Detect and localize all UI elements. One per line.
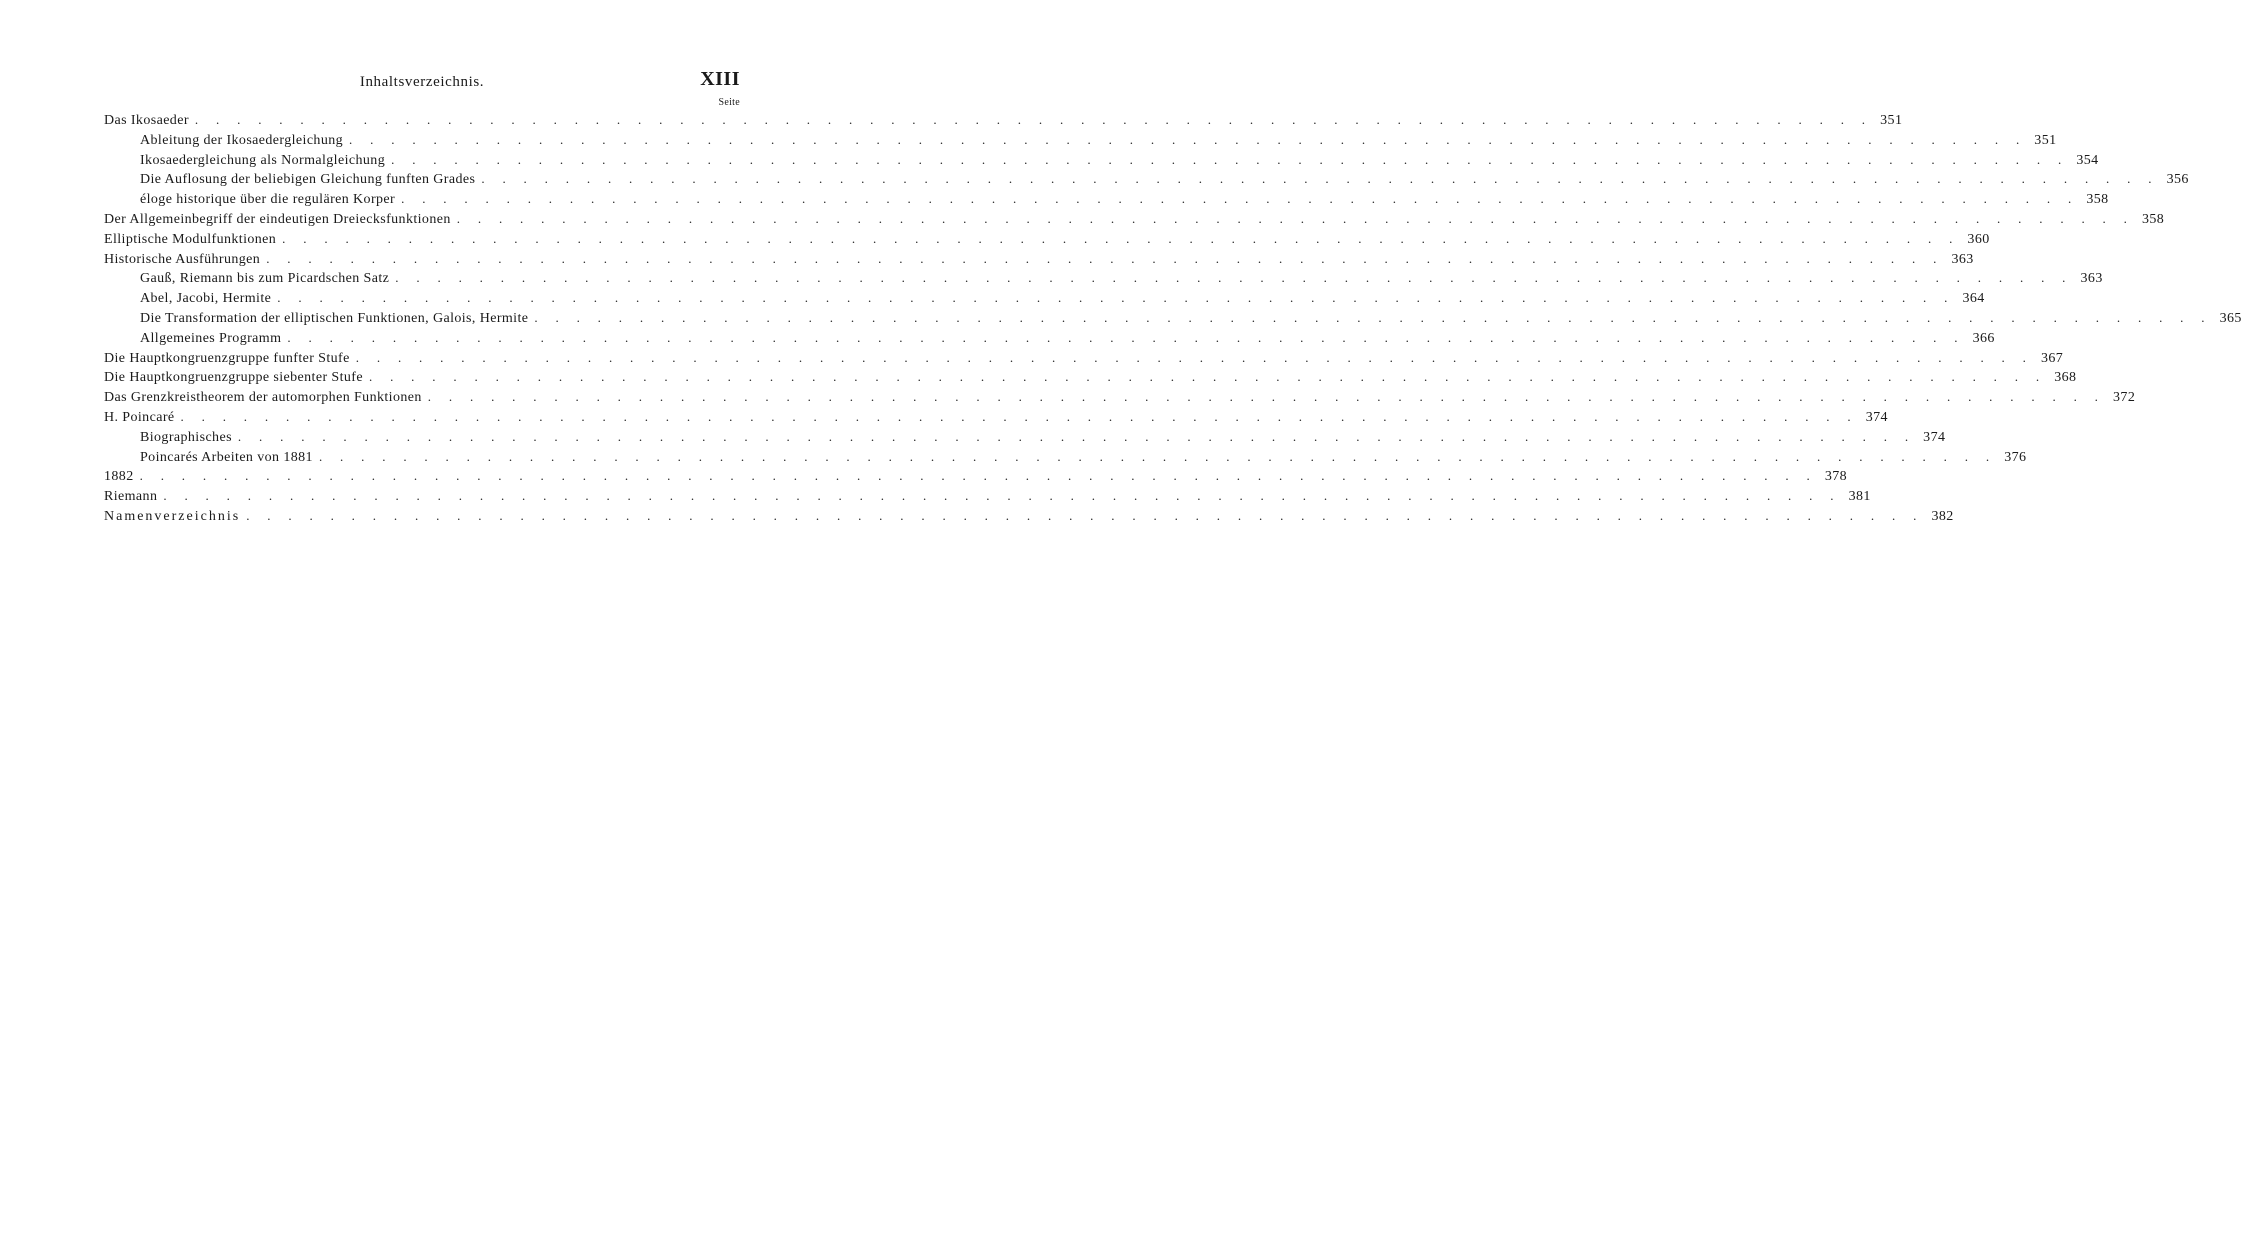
toc-entry-page: 376 (2004, 449, 2027, 465)
dot-leader: . . . . . . . . . . . . . . . . . . . . . . . . . . . . . . . . . . . . . . . . . . . . . . . . . . . . . . . . . . . . . . . . . . . . . . . . . . . . . . . . (277, 290, 1955, 306)
toc-entry-page: 363 (2080, 271, 2103, 287)
toc-entry (104, 229, 1990, 249)
dot-leader: . . . . . . . . . . . . . . . . . . . . . . . . . . . . . . . . . . . . . . . . . . . . . . . . . . . . . . . . . . . . . . . . . . . . . . . . . . . . . . . . (194, 112, 1873, 127)
toc-entry (104, 328, 1995, 348)
toc-entry-title: Die Hauptkongruenzgruppe funfter Stufe (104, 350, 350, 366)
toc-entry (104, 110, 1903, 130)
toc-entry-title: Riemann (104, 489, 158, 505)
dot-leader: . . . . . . . . . . . . . . . . . . . . . . . . . . . . . . . . . . . . . . . . . . . . . . . . . . . . . . . . . . . . . . . . . . . . . . . . . . . . . . . . (349, 131, 2027, 147)
toc-entry (104, 268, 2103, 288)
dot-leader: . . . . . . . . . . . . . . . . . . . . . . . . . . . . . . . . . . . . . . . . . . . . . . . . . . . . . . . . . . . . . . . . . . . . . . . . . . . . . . . . (180, 408, 1858, 424)
dot-leader: . . . . . . . . . . . . . . . . . . . . . . . . . . . . . . . . . . . . . . . . . . . . . . . . . . . . . . . . . . . . . . . . . . . . . . . . . . . . . . . . (534, 309, 2212, 325)
toc-entry-page: 351 (1880, 113, 1903, 128)
toc-entry-title: Historische Ausführungen (104, 251, 261, 267)
toc-entry (104, 130, 2057, 150)
dot-leader: . . . . . . . . . . . . . . . . . . . . . . . . . . . . . . . . . . . . . . . . . . . . . . . . . . . . . . . . . . . . . . . . . . . . . . . . . . . . . . . . (395, 270, 2073, 286)
toc-entry-title: Elliptische Modulfunktionen (104, 231, 277, 247)
dot-leader: . . . . . . . . . . . . . . . . . . . . . . . . . . . . . . . . . . . . . . . . . . . . . . . . . . . . . . . . . . . . . . . . . . . . . . . . . . . . . . . . (246, 507, 1924, 523)
toc-entry-title: Die Transformation der elliptischen Funktionen, Galois, Hermite (140, 310, 529, 326)
toc-entry (104, 506, 1954, 526)
toc-entry (104, 169, 2189, 189)
toc-entry-title: Das Grenzkreistheorem der automorphen Funktionen (104, 390, 422, 406)
toc-entry-title: H. Poincaré (104, 409, 175, 425)
toc-entry-title: Ikosaedergleichung als Normalgleichung (140, 152, 386, 168)
toc-entry-title: Das Ikosaeder (104, 113, 189, 128)
dot-leader: . . . . . . . . . . . . . . . . . . . . . . . . . . . . . . . . . . . . . . . . . . . . . . . . . . . . . . . . . . . . . . . . . . . . . . . . . . . . . . . . (163, 488, 1841, 504)
toc-entry-page: 381 (1848, 489, 1871, 505)
page-column-label: Seite (718, 97, 740, 108)
toc-entry-page: 368 (2054, 370, 2077, 386)
toc-entry-title: éloge historique über die regulären Korper (140, 192, 396, 208)
dot-leader: . . . . . . . . . . . . . . . . . . . . . . . . . . . . . . . . . . . . . . . . . . . . . . . . . . . . . . . . . . . . . . . . . . . . . . . . . . . . . . . . (355, 349, 2034, 365)
toc-entry-title: Gauß, Riemann bis zum Picardschen Satz (140, 271, 390, 287)
toc-entry-page: 366 (1972, 330, 1995, 346)
dot-leader: . . . . . . . . . . . . . . . . . . . . . . . . . . . . . . . . . . . . . . . . . . . . . . . . . . . . . . . . . . . . . . . . . . . . . . . . . . . . . . . . (456, 210, 2135, 226)
toc-entry-title: Der Allgemeinbegriff der eindeutigen Dreiecksfunktionen (104, 211, 451, 227)
toc-entry (104, 189, 2109, 209)
toc-entry (104, 367, 2077, 387)
toc-entry (104, 427, 1946, 447)
toc-entry-title: 1882 (104, 469, 134, 485)
toc-entry-page: 363 (1951, 251, 1974, 267)
dot-leader: . . . . . . . . . . . . . . . . . . . . . . . . . . . . . . . . . . . . . . . . . . . . . . . . . . . . . . . . . . . . . . . . . . . . . . . . . . . . . . . . (481, 171, 2159, 187)
toc-entry-page: 374 (1865, 409, 1888, 425)
dot-leader: . . . . . . . . . . . . . . . . . . . . . . . . . . . . . . . . . . . . . . . . . . . . . . . . . . . . . . . . . . . . . . . . . . . . . . . . . . . . . . . . (391, 151, 2069, 167)
toc-entry (104, 466, 1848, 486)
dot-leader: . . . . . . . . . . . . . . . . . . . . . . . . . . . . . . . . . . . . . . . . . . . . . . . . . . . . . . . . . . . . . . . . . . . . . . . . . . . . . . . . (139, 468, 1818, 484)
dot-leader: . . . . . . . . . . . . . . . . . . . . . . . . . . . . . . . . . . . . . . . . . . . . . . . . . . . . . . . . . . . . . . . . . . . . . . . . . . . . . . . . (282, 230, 1960, 246)
toc-entry-page: 351 (2034, 132, 2057, 148)
page-header (104, 68, 740, 96)
toc-entry-title: Poincarés Arbeiten von 1881 (140, 449, 313, 465)
toc-entry-title: Namenverzeichnis (104, 508, 241, 524)
toc-entry-title: Biographisches (140, 429, 232, 445)
toc-entry-page: 382 (1931, 508, 1954, 524)
dot-leader: . . . . . . . . . . . . . . . . . . . . . . . . . . . . . . . . . . . . . . . . . . . . . . . . . . . . . . . . . . . . . . . . . . . . . . . . . . . . . . . . (427, 389, 2106, 405)
toc-entry-title: Allgemeines Programm (140, 330, 282, 346)
dot-leader: . . . . . . . . . . . . . . . . . . . . . . . . . . . . . . . . . . . . . . . . . . . . . . . . . . . . . . . . . . . . . . . . . . . . . . . . . . . . . . . . (287, 329, 1965, 345)
toc-entry-title: Die Hauptkongruenzgruppe siebenter Stufe (104, 370, 363, 386)
toc-entry-page: 365 (2219, 310, 2242, 326)
toc-entry (104, 249, 1974, 269)
toc-entry-page: 354 (2076, 152, 2099, 168)
toc-entry-page: 372 (2113, 390, 2136, 406)
toc-entry-page: 360 (1967, 231, 1990, 247)
toc-entry-page: 356 (2166, 172, 2189, 188)
dot-leader: . . . . . . . . . . . . . . . . . . . . . . . . . . . . . . . . . . . . . . . . . . . . . . . . . . . . . . . . . . . . . . . . . . . . . . . . . . . . . . . . (237, 428, 1916, 444)
toc-entry (104, 348, 2064, 368)
dot-leader: . . . . . . . . . . . . . . . . . . . . . . . . . . . . . . . . . . . . . . . . . . . . . . . . . . . . . . . . . . . . . . . . . . . . . . . . . . . . . . . . (266, 250, 1944, 266)
toc-entry-title: Die Auflosung der beliebigen Gleichung funften Grades (140, 172, 476, 188)
toc-entry-page: 364 (1962, 291, 1985, 307)
table-of-contents (104, 110, 2242, 526)
dot-leader: . . . . . . . . . . . . . . . . . . . . . . . . . . . . . . . . . . . . . . . . . . . . . . . . . . . . . . . . . . . . . . . . . . . . . . . . . . . . . . . . (401, 191, 2079, 207)
toc-entry-page: 374 (1923, 429, 1946, 445)
dot-leader: . . . . . . . . . . . . . . . . . . . . . . . . . . . . . . . . . . . . . . . . . . . . . . . . . . . . . . . . . . . . . . . . . . . . . . . . . . . . . . . . (368, 369, 2047, 385)
toc-entry (104, 308, 2242, 328)
toc-entry (104, 387, 2136, 407)
page-number: XIII (700, 68, 740, 90)
toc-entry (104, 150, 2099, 170)
toc-entry (104, 447, 2027, 467)
toc-entry-title: Ableitung der Ikosaedergleichung (140, 132, 344, 148)
toc-entry (104, 288, 1985, 308)
toc-entry-title: Abel, Jacobi, Hermite (140, 291, 272, 307)
toc-entry-page: 367 (2041, 350, 2064, 366)
page-title: Inhaltsverzeichnis. (359, 74, 485, 90)
dot-leader: . . . . . . . . . . . . . . . . . . . . . . . . . . . . . . . . . . . . . . . . . . . . . . . . . . . . . . . . . . . . . . . . . . . . . . . . . . . . . . . . (318, 448, 1997, 464)
toc-entry-page: 378 (1824, 469, 1848, 485)
toc-entry (104, 486, 1871, 506)
toc-entry (104, 407, 1888, 427)
toc-entry (104, 209, 2165, 229)
toc-entry-page: 358 (2086, 192, 2109, 208)
toc-entry-page: 358 (2142, 211, 2165, 227)
